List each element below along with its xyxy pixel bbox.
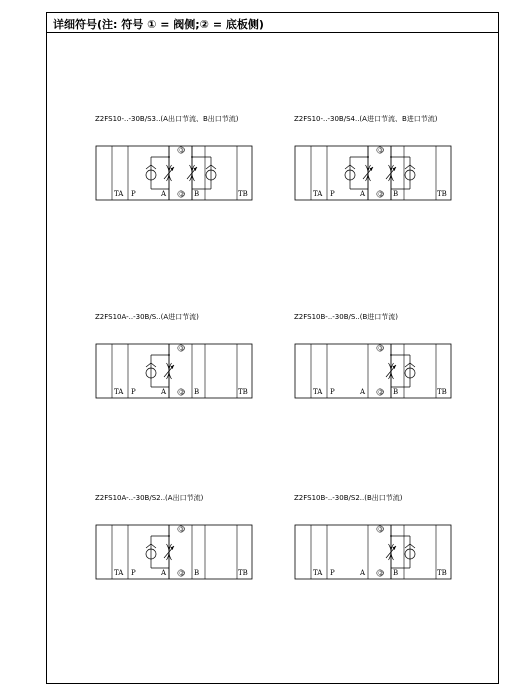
valve-symbol	[294, 138, 454, 202]
port-b-label: B	[194, 569, 200, 577]
check-seat-left	[405, 363, 410, 367]
side-markers	[178, 345, 185, 397]
port-p-label: P	[131, 569, 136, 577]
check-seat-left	[405, 165, 410, 169]
port-b-label: B	[393, 569, 399, 577]
throttle-a	[345, 146, 373, 200]
port-b-label: B	[393, 190, 399, 198]
port-ta-label: TA	[114, 388, 124, 396]
check-seat-right	[151, 165, 156, 169]
throttle-b	[386, 146, 415, 200]
header-bar	[47, 13, 498, 33]
port-p-label: P	[330, 569, 335, 577]
page-title: 详细符号(注: 符号 ① = 阀侧;② = 底板侧)	[53, 18, 264, 31]
diagram-caption: Z2FS10-..-30B/S4..(A进口节流、B进口节流)	[294, 115, 438, 123]
port-b-label: B	[194, 388, 200, 396]
valve-symbol	[95, 138, 255, 202]
plate-side-marker: ②	[179, 569, 186, 578]
check-seat-left	[345, 165, 350, 169]
plate-side-marker: ②	[179, 388, 186, 397]
port-a-label: A	[360, 388, 366, 396]
check-seat-right	[410, 165, 415, 169]
side-markers	[377, 147, 384, 199]
port-a-label: A	[360, 569, 366, 577]
junction-dot	[390, 156, 392, 158]
check-seat-right	[350, 165, 355, 169]
check-seat-left	[146, 544, 151, 548]
diagram-panel-a-s2-outlet	[95, 493, 270, 583]
port-tb-label: TB	[437, 388, 447, 396]
check-seat-left	[405, 544, 410, 548]
port-ta-label: TA	[313, 388, 323, 396]
check-seat-right	[410, 544, 415, 548]
valve-side-marker: ①	[179, 146, 186, 155]
diagram-caption: Z2FS10-..-30B/S3..(A出口节流、B出口节流)	[95, 115, 239, 123]
throttle-a	[146, 344, 174, 398]
throttle-b	[187, 146, 216, 200]
check-seat-right	[211, 165, 216, 169]
port-ta-label: TA	[114, 190, 124, 198]
port-a-label: A	[161, 569, 167, 577]
diagram-caption: Z2FS10A-..-30B/S2..(A出口节流)	[95, 494, 204, 502]
plate-side-marker: ②	[378, 190, 385, 199]
diagram-panel-s4	[294, 114, 469, 204]
plate-side-marker: ②	[378, 569, 385, 578]
valve-symbol	[95, 517, 255, 581]
valve-symbol	[95, 336, 255, 400]
side-markers	[178, 147, 185, 199]
plate-side-marker: ②	[179, 190, 186, 199]
check-seat-left	[146, 363, 151, 367]
valve-side-marker: ①	[378, 525, 385, 534]
port-ta-label: TA	[313, 190, 323, 198]
port-ta-label: TA	[313, 569, 323, 577]
junction-dot	[390, 535, 392, 537]
port-b-label: B	[194, 190, 200, 198]
valve-symbol	[294, 517, 454, 581]
check-seat-right	[151, 544, 156, 548]
check-seat-right	[410, 363, 415, 367]
port-tb-label: TB	[437, 569, 447, 577]
diagram-panel-b-s2-outlet	[294, 493, 469, 583]
junction-dot	[168, 156, 170, 158]
valve-side-marker: ①	[179, 344, 186, 353]
port-ta-label: TA	[114, 569, 124, 577]
junction-dot	[367, 156, 369, 158]
port-p-label: P	[330, 190, 335, 198]
plate-side-marker: ②	[378, 388, 385, 397]
port-p-label: P	[131, 388, 136, 396]
diagram-caption: Z2FS10A-..-30B/S..(A进口节流)	[95, 313, 199, 321]
throttle-b	[386, 525, 415, 579]
side-markers	[377, 345, 384, 397]
port-p-label: P	[330, 388, 335, 396]
diagram-panel-b-s-inlet	[294, 312, 469, 402]
port-tb-label: TB	[238, 190, 248, 198]
diagram-caption: Z2FS10B-..-30B/S..(B进口节流)	[294, 313, 399, 321]
side-markers	[377, 526, 384, 578]
port-b-label: B	[393, 388, 399, 396]
throttle-a	[146, 525, 174, 579]
junction-dot	[168, 535, 170, 537]
diagram-panel-s3	[95, 114, 270, 204]
diagram-panel-a-s-inlet	[95, 312, 270, 402]
valve-symbol	[294, 336, 454, 400]
port-tb-label: TB	[238, 388, 248, 396]
side-markers	[178, 526, 185, 578]
port-a-label: A	[360, 190, 366, 198]
port-tb-label: TB	[238, 569, 248, 577]
junction-dot	[390, 354, 392, 356]
throttle-a	[146, 146, 174, 200]
check-seat-left	[146, 165, 151, 169]
junction-dot	[191, 156, 193, 158]
valve-side-marker: ①	[378, 146, 385, 155]
port-p-label: P	[131, 190, 136, 198]
check-seat-left	[206, 165, 211, 169]
valve-side-marker: ①	[179, 525, 186, 534]
check-seat-right	[151, 363, 156, 367]
port-tb-label: TB	[437, 190, 447, 198]
valve-side-marker: ①	[378, 344, 385, 353]
port-a-label: A	[161, 388, 167, 396]
diagram-caption: Z2FS10B-..-30B/S2..(B出口节流)	[294, 494, 403, 502]
port-a-label: A	[161, 190, 167, 198]
throttle-b	[386, 344, 415, 398]
junction-dot	[168, 354, 170, 356]
